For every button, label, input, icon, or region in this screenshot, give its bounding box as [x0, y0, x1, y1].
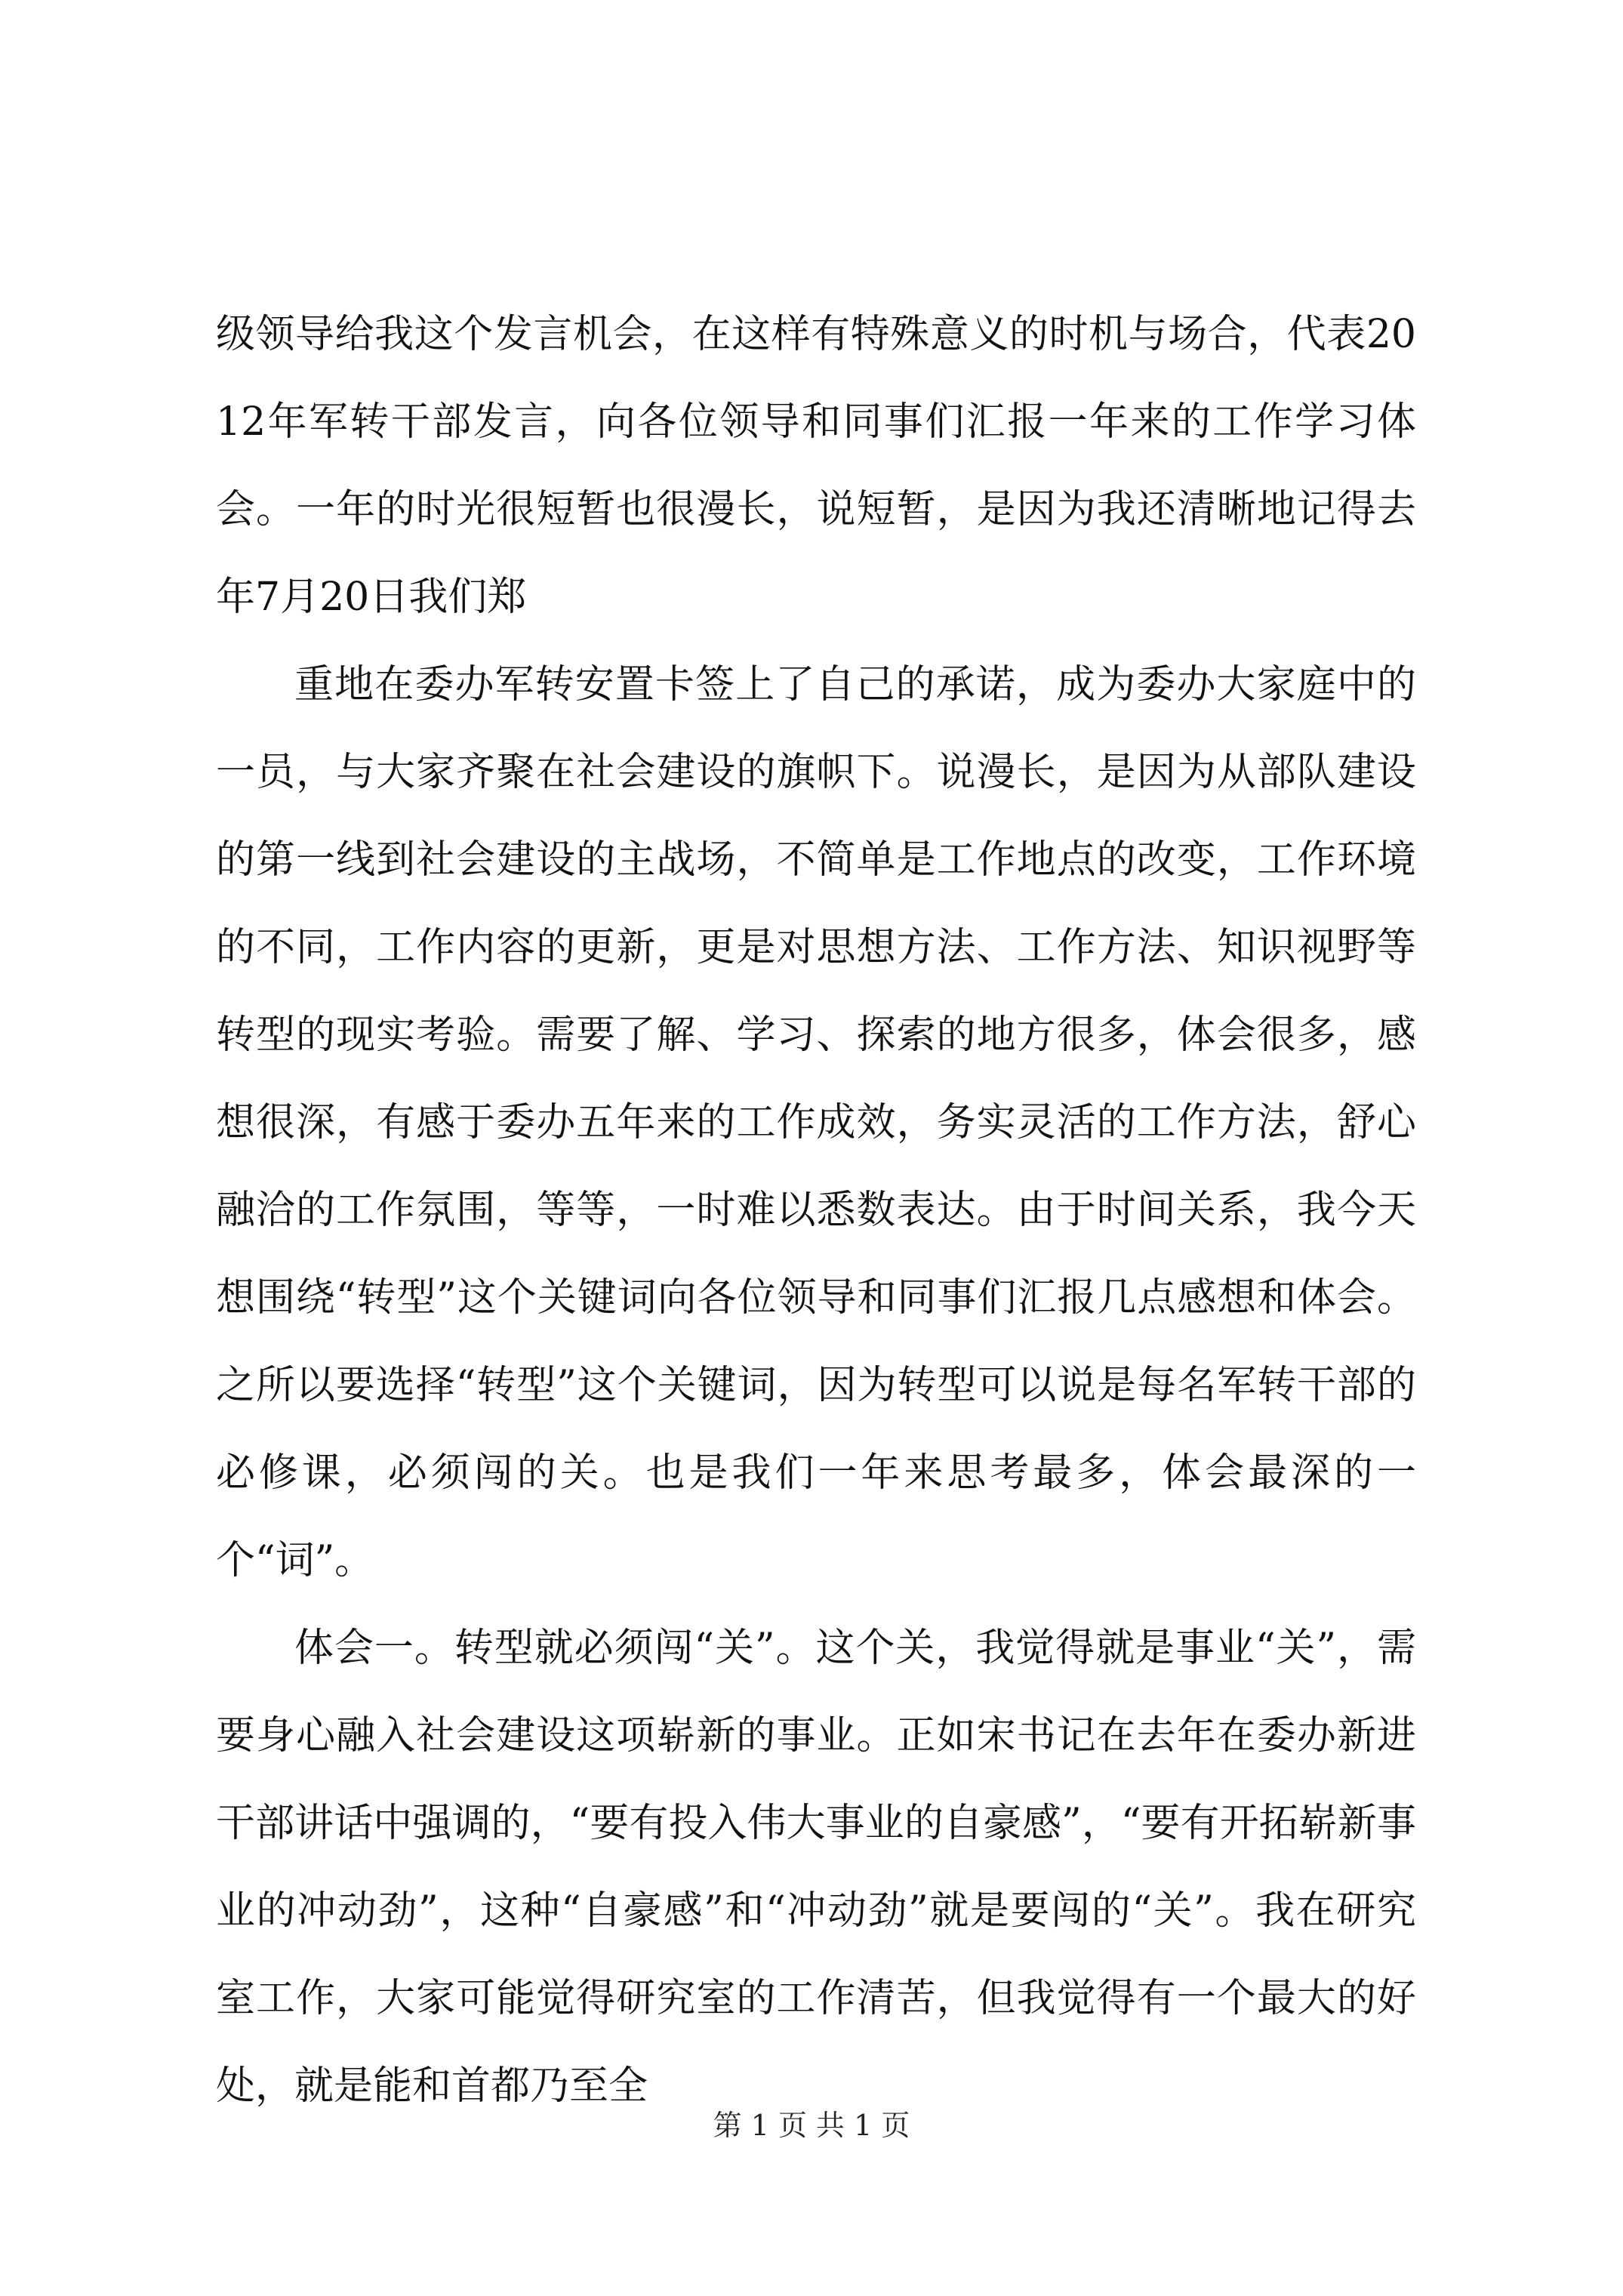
paragraph-2: 重地在委办军转安置卡签上了自己的承诺，成为委办大家庭中的一员，与大家齐聚在社会建设的旗帜下。说漫长，是因为从部队建设的第一线到社会建设的主战场，不简单是工作地点的改变，工作环境的不同，工作内容的更新，更是对思想方法、工作方法、知识视野等转型的现实考验。需要了解、学习、探索的地方很多，体会很多，感想很深，有感于委办五年来的工作成效，务实灵活的工作方法，舒心融洽的工作氛围，等等，一时难以悉数表达。由于时间关系，我今天想围绕“转型”这个关键词向各位领导和同事们汇报几点感想和体会。之所以要选择“转型”这个关键词，因为转型可以说是每名军转干部的必修课，必须闯的关。也是我们一年来思考最多，体会最深的一个“词”。 — [216, 662, 1416, 1583]
page-footer: 第 1 页 共 1 页 — [713, 2109, 910, 2142]
paragraph-3: 体会一。转型就必须闯“关”。这个关，我觉得就是事业“关”，需要身心融入社会建设这项崭新的事业。正如宋书记在去年在委办新进干部讲话中强调的，“要有投入伟大事业的自豪感”，“要有开拓崭新事业的冲动劲”，这种“自豪感”和“冲动劲”就是要闯的“关”。我在研究室工作，大家可能觉得研究室的工作清苦，但我觉得有一个最大的好处，就是能和首都乃至全 — [216, 1626, 1416, 2109]
document-body — [216, 291, 1416, 2130]
paragraph-1: 级领导给我这个发言机会，在这样有特殊意义的时机与场合，代表2012年军转干部发言，向各位领导和同事们汇报一年来的工作学习体会。一年的时光很短暂也很漫长，说短暂，是因为我还清晰地记得去年7月20日我们郑 — [216, 312, 1416, 620]
